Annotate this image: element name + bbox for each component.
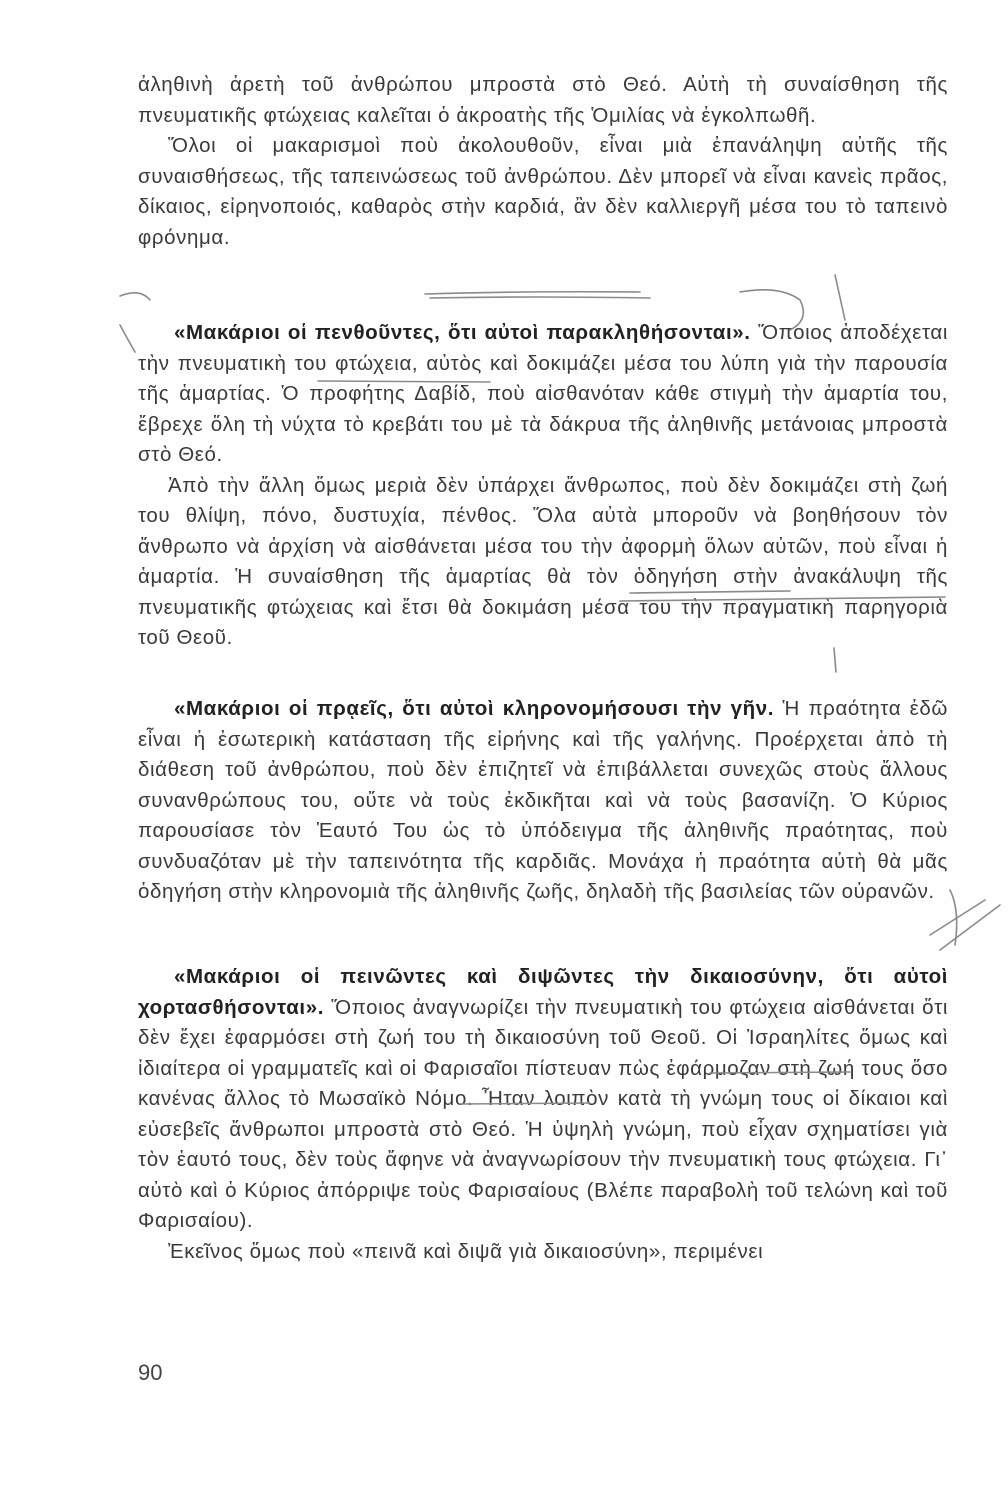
paragraph-body: Ὅποιος ἀποδέχεται τὴν πνευματικὴ του φτώχεια, αὐτὸς καὶ δοκιμάζει μέσα του λύπη γιὰ τὴν παρουσία τῆς ἁμαρτίας. Ὁ προφήτης Δαβίδ, ποὺ αἰσθανόταν κάθε στιγμὴ τὴν ἁμαρτία του, ἔβρεχε ὅλη τὴ νύχτα τὸ κρεβάτι του μὲ τὰ δάκρυα τῆς ἀληθινῆς μετάνοιας μπροστὰ στὸ Θεό. (138, 321, 949, 466)
paragraph-body: Ἡ πραότητα ἐδῶ εἶναι ἡ ἐσωτερικὴ κατάσταση τῆς εἰρήνης καὶ τῆς γαλήνης. Προέρχεται ἀπὸ τὴ διάθεση τοῦ ἀνθρώπου, ποὺ δὲν ἐπιζητεῖ νὰ ἐπιβάλλεται συνεχῶς στοὺς ἄλλους συνανθρώπους του, οὔτε νὰ τοὺς ἐκδικῆται καὶ νὰ τοὺς βασανίζη. Ὁ Κύριος παρουσίασε τὸν Ἑαυτό Του ὡς τὸ ὑπόδειγμα τῆς ἀληθινῆς πραότητας, ποὺ συνδυαζόταν μὲ τὴν ταπεινότητα τῆς καρδιᾶς. Μονάχα ἡ πραότητα αὐτὴ θὰ μᾶς ὁδηγήση στὴν κληρονομιὰ τῆς ἀληθινῆς ζωῆς, δηλαδὴ τῆς βασιλείας τῶν οὐρανῶν. (138, 697, 948, 903)
underline-mark (430, 297, 650, 298)
text-block-meek (138, 694, 948, 908)
beatitude-heading: «Μακάριοι οἱ πεινῶντες καὶ διψῶντες τὴν δικαιοσύνην, ὅτι αὐτοὶ χορτασθήσονται». (138, 965, 948, 1019)
beatitude-paragraph (138, 318, 948, 471)
beatitude-heading: «Μακάριοι οἱ πρᾳεῖς, ὅτι αὐτοὶ κληρονομήσουσι τὴν γῆν. (174, 697, 775, 720)
paragraph: Ὅλοι οἱ μακαρισμοὶ ποὺ ἀκολουθοῦν, εἶναι μιὰ ἐπανάληψη αὐτῆς τῆς συναισθήσεως, τῆς ταπεινώσεως τοῦ ἀνθρώπου. Δὲν μπορεῖ νὰ εἶναι κανεὶς πρᾶος, δίκαιος, εἰρηνοποιός, καθαρὸς στὴν καρδιά, ἂν δὲν καλλιεργῆ μέσα του τὸ ταπεινὸ φρόνημα. (138, 134, 948, 249)
paragraph: Ἀπὸ τὴν ἄλλη ὅμως μεριὰ δὲν ὑπάρχει ἄνθρωπος, ποὺ δὲν δοκιμάζει στὴ ζωή του θλίψη, πόνο, δυστυχία, πένθος. Ὅλα αὐτὰ μποροῦν νὰ βοηθήσουν τὸν ἄνθρωπο νὰ ἀρχίση νὰ αἰσθάνεται μέσα του τὴν ἀφορμὴ ὅλων αὐτῶν, ποὺ εἶναι ἡ ἁμαρτία. Ἡ συναίσθηση τῆς ἁμαρτίας θὰ τὸν ὁδηγήση στὴν ἀνακάλυψη τῆς πνευματικῆς φτώχειας καὶ ἔτσι θὰ δοκιμάση μέσα του τὴν πραγματικὴ παρηγοριὰ τοῦ Θεοῦ. (138, 473, 948, 649)
margin-mark (950, 890, 957, 945)
text-block-mourners (138, 318, 948, 654)
text-block-hungering (138, 962, 948, 1267)
beatitude-heading: «Μακάριοι οἱ πενθοῦντες, ὅτι αὐτοὶ παρακληθήσονται». (174, 321, 751, 344)
paragraph: Ἐκεῖνος ὅμως ποὺ «πεινᾶ καὶ διψᾶ γιὰ δικαιοσύνη», περιμένει (168, 1239, 764, 1263)
margin-mark (120, 325, 135, 352)
paragraph-body: Ὅποιος ἀναγνωρίζει τὴν πνευματικὴ του φτώχεια αἰσθάνεται ὅτι δὲν ἔχει ἐφαρμόσει στὴ ζωή του τὴ δικαιοσύνη τοῦ Θεοῦ. Οἱ Ἰσραηλίτες ὅμως καὶ ἰδιαίτερα οἱ γραμματεῖς καὶ οἱ Φαρισαῖοι πίστευαν πὼς ἐφάρμοζαν στὴ ζωή τους ὅσο κανένας ἄλλος τὸ Μωσαϊκὸ Νόμο. Ἦταν λοιπὸν κατὰ τὴ γνώμη τους οἱ δίκαιοι καὶ εὐσεβεῖς ἄνθρωποι μπροστὰ στὸ Θεό. Ἡ ὑψηλὴ γνώμη, ποὺ εἶχαν σχηματίσει γιὰ τὸν ἑαυτό τους, δὲν τοὺς ἄφηνε νὰ ἀναγνωρίσουν τὴν πνευματικὴ τους φτώχεια. Γι᾿ αὐτὸ καὶ ὁ Κύριος ἀπόρριψε τοὺς Φαρισαίους (Βλέπε παραβολὴ τοῦ τελώνη καὶ τοῦ Φαρισαίου). (138, 995, 948, 1232)
beatitude-paragraph (138, 962, 948, 1237)
text-block-intro (138, 70, 948, 296)
page-number: 90 (138, 1360, 163, 1385)
margin-mark (940, 905, 1000, 950)
beatitude-paragraph (138, 694, 948, 908)
paragraph: ἀληθινὴ ἀρετὴ τοῦ ἀνθρώπου μπροστὰ στὸ Θεό. Αὐτὴ τὴ συναίσθηση τῆς πνευματικῆς φτώχειας καλεῖται ὁ ἀκροατὴς τῆς Ὁμιλίας νὰ ἐγκολπωθῆ. (138, 73, 948, 127)
